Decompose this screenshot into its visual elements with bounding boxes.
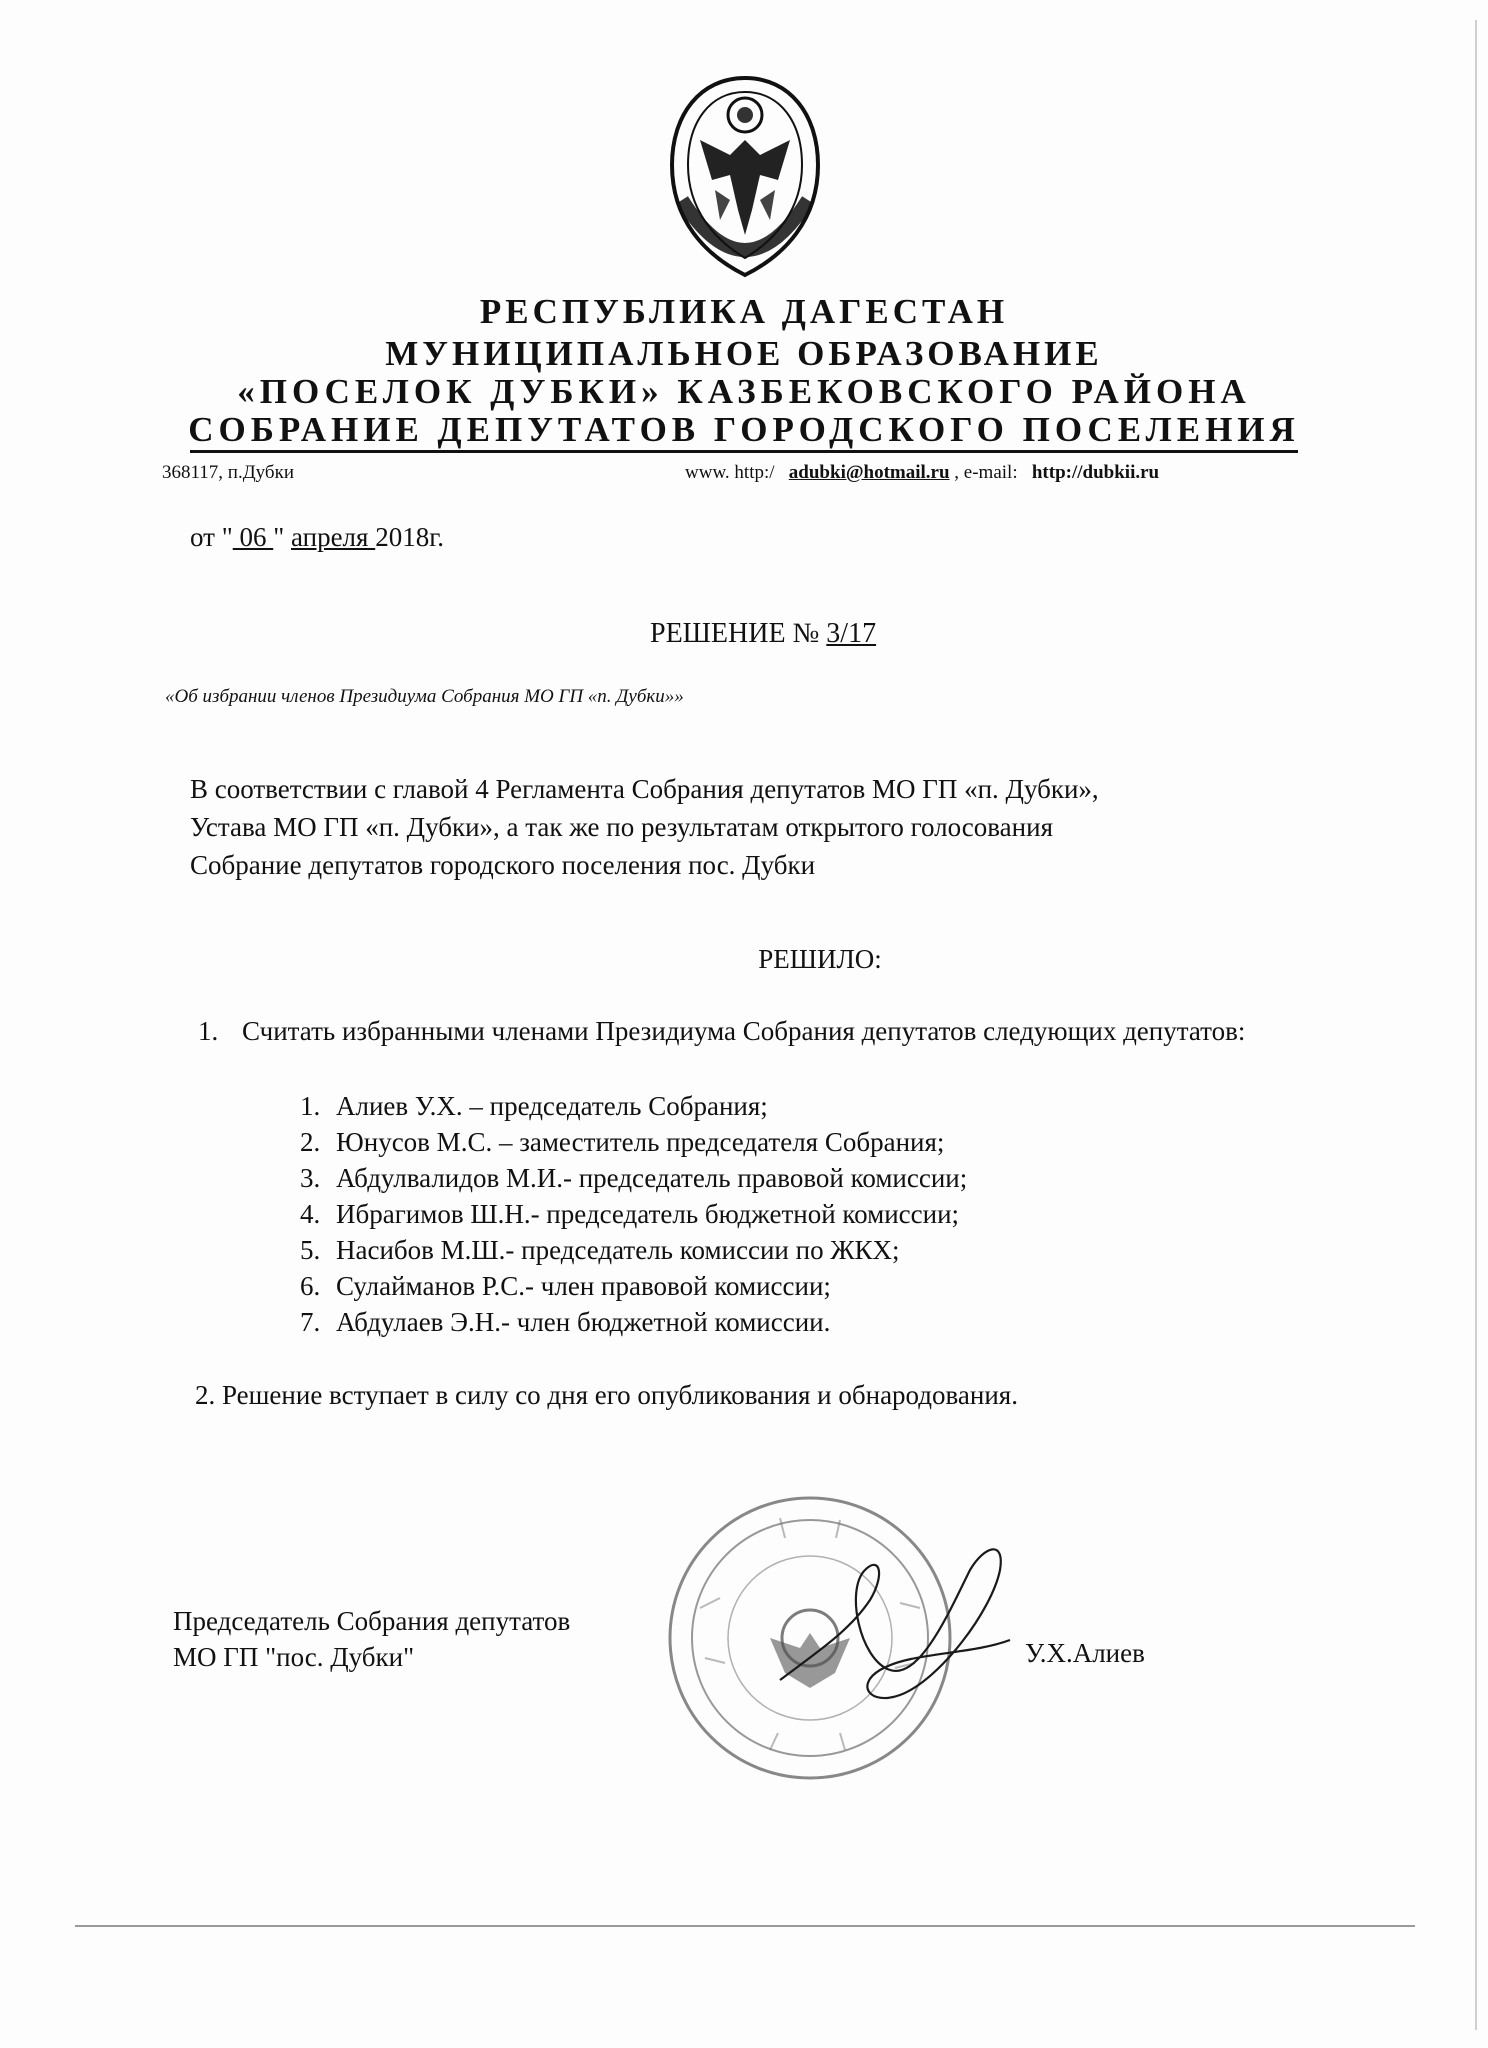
list-item-text: Абдулаев Э.Н.- член бюджетной комиссии. bbox=[336, 1307, 831, 1337]
header-settlement: «ПОСЕЛОК ДУБКИ» КАЗБЕКОВСКОГО РАЙОНА bbox=[237, 372, 1251, 411]
list-item-text: Юнусов М.С. – заместитель председателя Собрания; bbox=[336, 1127, 945, 1157]
document-date bbox=[190, 522, 444, 553]
header-assembly: СОБРАНИЕ ДЕПУТАТОВ ГОРОДСКОГО ПОСЕЛЕНИЯ bbox=[188, 410, 1300, 449]
decision-number: 3/17 bbox=[826, 618, 877, 649]
contact-web bbox=[685, 462, 1159, 484]
contact-email-prefix: , e-mail: bbox=[954, 462, 1018, 483]
emblem-ring-text: КАЗБЕКОВСКИЙ РАЙОН bbox=[745, 270, 757, 271]
list-item-text: Сулайманов Р.С.- член правовой комиссии; bbox=[336, 1271, 831, 1301]
header-republic: РЕСПУБЛИКА ДАГЕСТАН bbox=[479, 292, 1009, 331]
preamble bbox=[190, 770, 1350, 884]
decision-label: РЕШЕНИЕ № bbox=[650, 618, 820, 649]
scan-border-bottom bbox=[75, 1925, 1415, 1927]
date-month: апреля bbox=[291, 522, 376, 552]
preamble-line: Собрание депутатов городского поселения пос. Дубки bbox=[190, 850, 816, 880]
list-item-number: 4. bbox=[300, 1199, 321, 1229]
date-prefix: от " bbox=[190, 522, 233, 552]
decision-title bbox=[650, 618, 876, 650]
date-day: 06 bbox=[232, 522, 274, 552]
list-item-number: 1. bbox=[300, 1091, 321, 1121]
signatory-name: У.Х.Алиев bbox=[1025, 1638, 1145, 1668]
signatory-role bbox=[173, 1603, 570, 1675]
list-item-number: 3. bbox=[300, 1163, 321, 1193]
preamble-line: В соответствии с главой 4 Регламента Собрания депутатов МО ГП «п. Дубки», bbox=[190, 774, 1099, 804]
item-text: Считать избранными членами Президиума Собрания депутатов следующих депутатов: bbox=[242, 1016, 1246, 1046]
header-municipality: МУНИЦИПАЛЬНОЕ ОБРАЗОВАНИЕ bbox=[385, 334, 1103, 373]
list-item-number: 6. bbox=[300, 1271, 321, 1301]
date-year: 2018г. bbox=[375, 522, 444, 552]
contact-www-prefix: www. http:/ bbox=[685, 462, 775, 483]
list-item bbox=[300, 1196, 967, 1232]
list-item-text: Абдулвалидов М.И.- председатель правовой комиссии; bbox=[336, 1163, 968, 1193]
list-item-text: Насибов М.Ш.- председатель комиссии по ЖКХ; bbox=[336, 1235, 900, 1265]
list-item bbox=[300, 1232, 967, 1268]
stamp-ring-text: РЕСПУБЛИКА ДАГЕСТАН ОГРН 1120544000647 РОССИЙСКАЯ ФЕДЕРАЦИЯ bbox=[660, 1488, 695, 1489]
list-item-text: Ибрагимов Ш.Н.- председатель бюджетной комиссии; bbox=[336, 1199, 960, 1229]
signatory-role-line: Председатель Собрания депутатов bbox=[173, 1606, 571, 1636]
list-item bbox=[300, 1088, 967, 1124]
list-item bbox=[300, 1124, 967, 1160]
decision-subject: «Об избрании членов Президиума Собрания МО ГП «п. Дубки»» bbox=[165, 686, 684, 707]
list-item bbox=[300, 1160, 967, 1196]
contact-site-link[interactable]: http://dubkii.ru bbox=[1031, 462, 1160, 483]
handwritten-signature-icon bbox=[760, 1530, 1020, 1710]
list-item bbox=[300, 1268, 967, 1304]
list-item bbox=[300, 1304, 967, 1340]
contact-email-link[interactable]: adubki@hotmail.ru bbox=[788, 462, 950, 483]
list-item-text: Алиев У.Х. – председатель Собрания; bbox=[336, 1091, 768, 1121]
header-divider bbox=[190, 450, 1298, 453]
list-item-number: 2. bbox=[300, 1127, 321, 1157]
district-emblem-icon bbox=[660, 70, 830, 285]
resolution-item-1 bbox=[198, 1013, 1338, 1049]
scan-border-right bbox=[1475, 20, 1477, 2030]
presidium-members-list bbox=[300, 1088, 967, 1340]
list-item-number: 7. bbox=[300, 1307, 321, 1337]
item-number: 1. bbox=[198, 1016, 219, 1046]
date-mid: " bbox=[273, 522, 291, 552]
list-item-number: 5. bbox=[300, 1235, 321, 1265]
contact-address: 368117, п.Дубки bbox=[162, 462, 294, 483]
resolved-heading: РЕШИЛО: bbox=[758, 944, 882, 974]
resolution-item-2: 2. Решение вступает в силу со дня его опубликования и обнародования. bbox=[195, 1380, 1018, 1410]
signatory-role-line: МО ГП "пос. Дубки" bbox=[173, 1642, 415, 1672]
preamble-line: Устава МО ГП «п. Дубки», а так же по результатам открытого голосования bbox=[190, 812, 1053, 842]
